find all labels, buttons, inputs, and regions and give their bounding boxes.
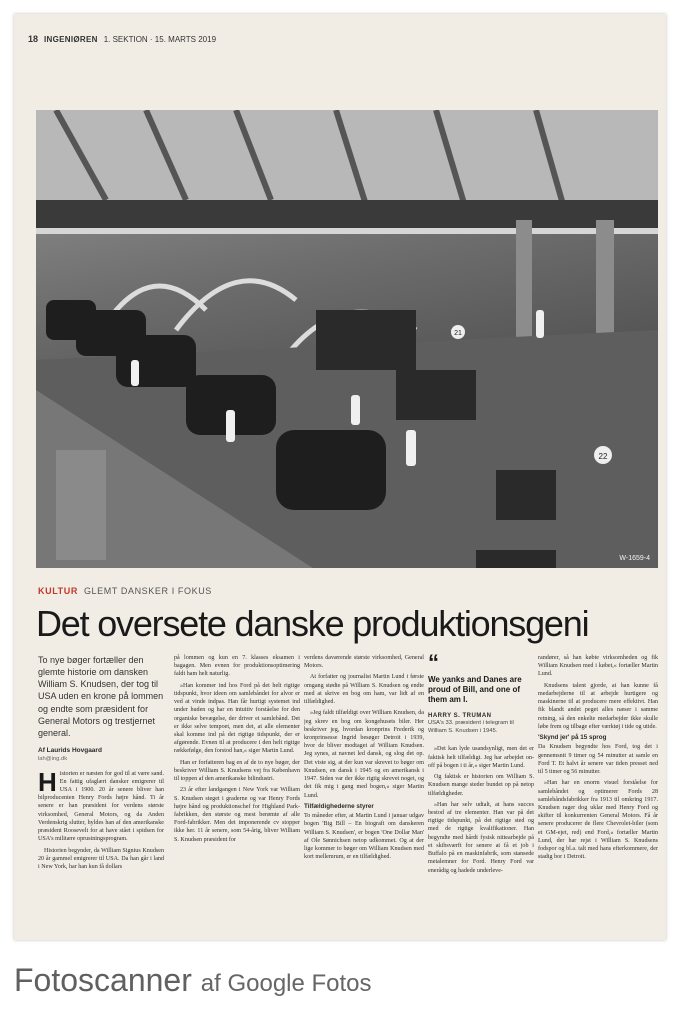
subheading: 'Skynd jer' på 15 sprog [538, 733, 607, 741]
page-number: 18 [28, 34, 39, 44]
newspaper-page [14, 14, 666, 940]
body-paragraph: »Jeg faldt tilfældigt over William Knudsen, da jeg skrev en bog om kongehusets biler. Her beskriver jeg, hvordan kronprins Frederik og kronprinsesse Ingrid besøger Detroit i 1939, hvor de bliver modtaget af William Knudsen. Jeg synes, at navnet led dansk, og slog det op. Det viste sig, at der kun var skrevet to bøger om Knudsen, en dansk i 1945 og en amerikansk i 1947. Siden var der ikke rigtig skrevet noget, og det fik mig i gang med bogen,« siger Martin Lund. [304, 710, 424, 799]
body-paragraph: »Det kan lyde usandsynligt, men det er faktisk helt tilfældigt. Jeg har arbejdet on-off på bogen i ti år,« siger Martin Lund. [428, 746, 534, 769]
article-lead: To nye bøger fortæller den glemte historie om dansken William S. Knudsen, der tog til USA uden en krone på lommen og endte som præsident for General Motors og trestjernet general. [38, 655, 164, 738]
body-paragraph: »Han har selv udtalt, at hans succes bestod af tre elementer. Han var på det rigtige tidspunkt, på det rigtige sted og med de rigtige kvalifikationer. Han begyndte med hårdt fysisk nittearbejde på et skibsværft for senere at få et job i Buffalo på en maskinfabrik, som stansede metalemner for Ford. Henry Ford var enerådig og hadede underleve- [428, 801, 534, 874]
crates [56, 450, 106, 560]
body-paragraph: At forfatter og journalist Martin Lund i første omgang stødte på William S. Knudsen og endte med at skrive en bog om ham, var lidt af en tilfældighed. [304, 674, 424, 706]
app-name: Fotoscanner [14, 962, 192, 998]
marker-22-label: 22 [598, 452, 608, 461]
quote-text: We yanks and Danes are proud of Bill, and one of them am I. [428, 674, 522, 705]
section-date: 1. SEKTION · 15. MARTS 2019 [103, 34, 217, 44]
body-paragraph: Knudsens talent gjorde, at han kunne få medarbejderne til at arbejde hurtigere og maskinerne til at producere mere effektivt. Han fik blandt andet peget alles næser i samme retning, så den enkelte medarbejder ikke skulle løbe frem og tilbage efter værktøj i tide og utide. [538, 682, 658, 730]
section-kicker [38, 586, 212, 596]
column-3 [304, 654, 424, 940]
subheading: Tilfældighederne styrer [304, 802, 374, 810]
body-paragraph: randører, så han købte virksomheden og fik William Knudsen med i købet,« fortæller Martin Lund. [538, 655, 658, 678]
column-2 [174, 654, 300, 940]
body-paragraph: Da Knudsen begyndte hos Ford, tog det i gennemsnit 9 timer og 54 minutter at samle en Ford T. Et halvt år senere var tiden presset ned til 5 timer og 56 minutter. [538, 744, 658, 776]
body-paragraph: To måneder efter, at Martin Lund i januar udgav bogen 'Big Bill – En biografi om danskeren William S. Knudsen', er bogen 'One Dollar Man' af Ole Sønnichsen netop udkommet. Og at der lige kommer to bøger om William Knudsen med kort mellemrum, er en tilfældighed. [304, 813, 424, 861]
body-paragraph [38, 766, 164, 844]
column-4 [428, 654, 534, 940]
app-suffix: af Google Fotos [200, 970, 372, 997]
marker-21-label: 21 [454, 330, 462, 337]
quote-context: USA's 33. præsident i telegram til William S. Knudsen i 1945. [428, 719, 514, 734]
masthead [28, 32, 646, 46]
topic-label: GLEMT DANSKER I FOKUS [83, 586, 212, 596]
column-1 [38, 654, 164, 940]
body-paragraph: verdens daværende største virksomhed, General Motors. [304, 655, 424, 670]
drop-cap: H [38, 766, 57, 797]
paragraph-text: istorien er næsten for god til at være sand. En fattig ufaglært dansker emigrerer til USA i 1900. 20 år senere bliver han bilproducenten Henry Fords højre hånd. Ti år senere er han præsident for verdens største virksomhed, General Motors, og da Anden Verdenskrig slutter, hyldes han af den amerikanske præsident Roosevelt for at have stået i spidsen for USA's militære oprustningsprogram. [38, 770, 164, 843]
body-paragraph: »Han har en enorm visuel forståelse for samlebåndet og optimerer Fords 28 samlebåndsfabrikker fra 1913 til omkring 1917. Knudsen rager dog uklar med Henry Ford og skifter til konkurrenten General Motors. Få år senere producerer de flere Chevrolet-biler (som et GM-ejet, red) end Ford,« fortæller Martin Lund, der har rejst i William S. Knudsens fodspor og bl.a. talt med hans efterkommere, der stadig bor i Detroit. [538, 780, 658, 861]
section-label: KULTUR [38, 586, 78, 596]
byline-email: lah@ing.dk [38, 755, 68, 762]
pull-quote [428, 654, 534, 735]
body-paragraph: Og faktisk er historien om William S. Knudsen mange steder bundet op på netop tilfældigheder. [428, 774, 534, 797]
body-paragraph: »Han kommer ind hos Ford på det helt rigtige tidspunkt, hvor ideen om samlebåndet for alvor er ved at vinde indpas. Han får hurtigt systemet ind under huden og har en intuitiv forståelse for den organiske bevægelse, der driver et samlebånd. Det er ikke selve tempoet, men det, at alle elementer skal komme ind på det rigtige tidspunkt, der er afgørende. Evnen til at producere i den helt rigtige rækkefølge, den forstod han,« siger Martin Lund. [174, 682, 300, 755]
column-5 [538, 654, 658, 940]
photo-archive-stamp: W-1659-4 [619, 555, 650, 562]
balcony-rail [36, 228, 658, 234]
publication-name: INGENIØREN [44, 34, 98, 44]
article-headline: Det oversete danske produktionsgeni [36, 603, 589, 644]
photo-illustration [36, 110, 658, 568]
body-paragraph: på lommen og kun en 7. klasses eksamen i bagagen. Men evnen for produktionsoptimering faldt ham helt naturlig. [174, 655, 300, 678]
quote-attribution: HARRY S. TRUMAN [428, 712, 492, 719]
body-paragraph: 23 år efter landgangen i New York var William S. Knudsen steget i graderne og var Henry Fords højre hånd og produktionschef for Highland Park-fabrikken, den største og mest berømte af alle Ford-fabrikker. Men det imponerende cv stopper ikke her. 11 år senere, som 54-årig, bliver William S. Knudsen præsident for [174, 787, 300, 843]
factory-assembly-line-photo [36, 110, 658, 568]
quote-mark-icon: “ [428, 654, 439, 675]
byline-author: Af Laurids Hovgaard [38, 746, 102, 754]
balcony-crowd [36, 200, 658, 228]
photoscan-watermark [14, 962, 372, 999]
body-paragraph: Historien begynder, da William Signius Knudsen 20 år gammel emigrerer til USA. Da han går i land i New York, har han kun få dollars [38, 847, 164, 870]
body-paragraph: Han er forfatteren bag en af de to nye bøger, der beskriver William S. Knudsens vej fra København til toppen af den amerikanske bilindustri. [174, 759, 300, 783]
